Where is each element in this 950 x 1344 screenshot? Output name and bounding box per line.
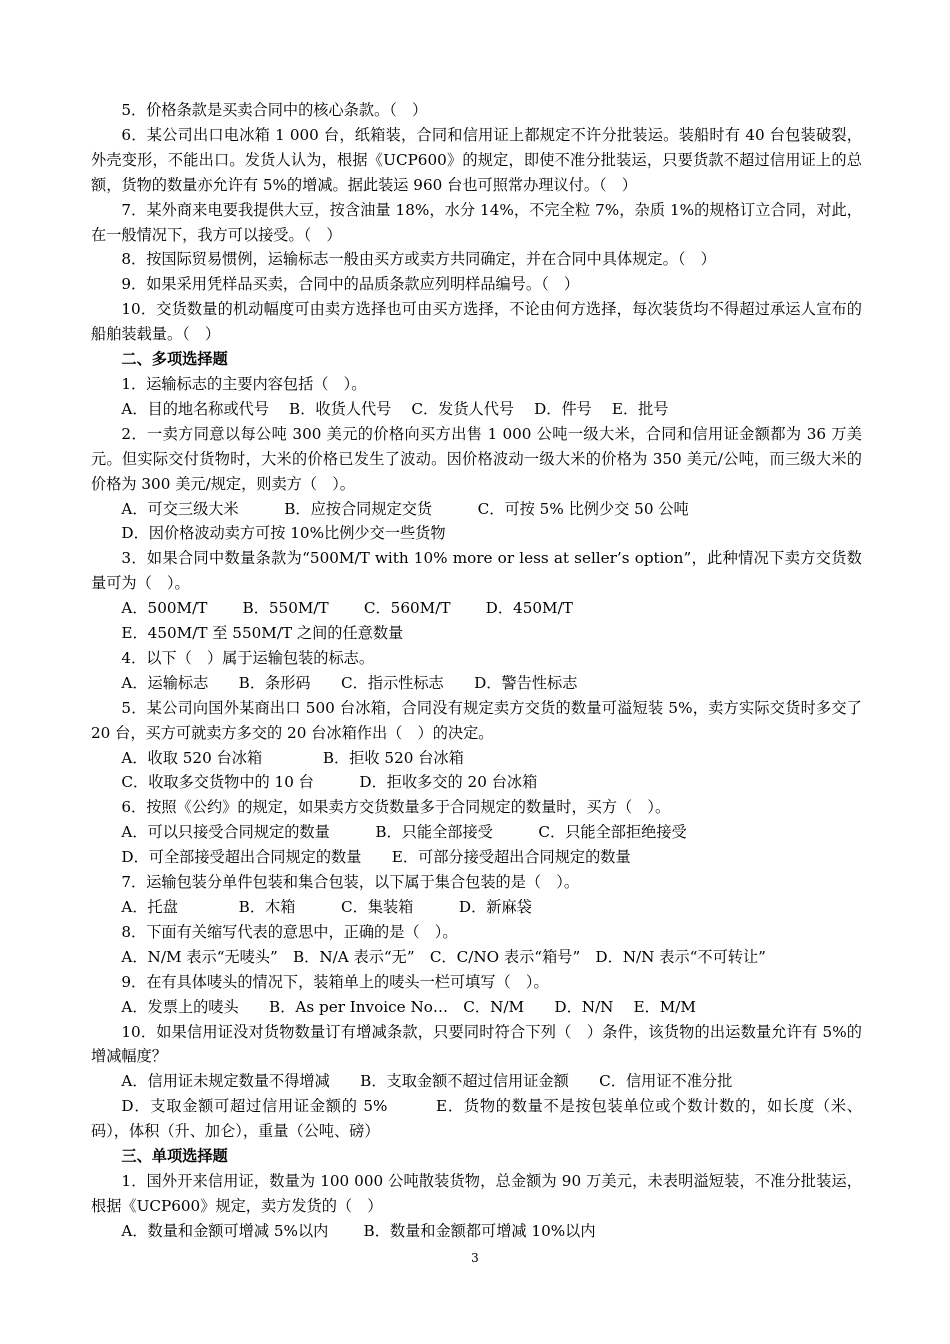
mc-q3-options-row2: E．450M/T 至 550M/T 之间的任意数量 [121, 624, 404, 643]
multiple-choice-questions [91, 372, 867, 1144]
mc-q2-options-row2: D．因价格波动卖方可按 10%比例少交一些货物 [121, 524, 446, 543]
judgment-q7: 7．某外商来电要我提供大豆，按含油量 18%，水分 14%，不完全粒 7%，杂质 1%的规格订立合同，对此，在一般情况下，我方可以接受。（ ） [91, 200, 862, 244]
mc-q2-stem: 2．一卖方同意以每公吨 300 美元的价格向买方出售 1 000 公吨一级大米，合同和信用证金额都为 36 万美元。但实际交付货物时，大米的价格已发生了波动。因价格波动一级大米的价格为 350 美元/公吨，而三级大米的价格为 300 美元/规定，则卖方（ ）。 [91, 424, 862, 493]
mc-q6-options-row1: A．可以只接受合同规定的数量 B．只能全部接受 C．只能全部拒绝接受 [121, 823, 687, 842]
mc-q10-stem: 10．如果信用证没对货物数量订有增减条款，只要同时符合下列（ ）条件，该货物的出运数量允许有 5%的增减幅度？ [91, 1022, 862, 1066]
sc-q1-stem: 1．国外开来信用证，数量为 100 000 公吨散装货物，总金额为 90 万美元，未表明溢短装，不准分批装运，根据《UCP600》规定，卖方发货的（ ） [91, 1171, 862, 1215]
mc-q10-options-row2: D．支取金额可超过信用证金额的 5% E．货物的数量不是按包装单位或个数计数的，如长度（米、码），体积（升、加仑），重量（公吨、磅） [91, 1097, 862, 1141]
mc-q2-options-row1: A．可交三级大米 B．应按合同规定交货 C．可按 5% 比例少交 50 公吨 [121, 499, 689, 518]
judgment-q10: 10．交货数量的机动幅度可由卖方选择也可由买方选择，不论由何方选择，每次装货均不得超过承运人宣布的船舶装载量。（ ） [91, 300, 862, 344]
mc-q10-options-row1: A．信用证未规定数量不得增减 B．支取金额不超过信用证金额 C．信用证不准分批 [121, 1072, 733, 1091]
mc-q5-stem: 5．某公司向国外某商出口 500 台冰箱，合同没有规定卖方交货的数量可溢短装 5%，卖方实际交货时多交了 20 台，买方可就卖方多交的 20 台冰箱作出（ ）的决定。 [91, 698, 867, 742]
mc-q7-stem: 7．运输包装分单件包装和集合包装，以下属于集合包装的是（ ）。 [121, 873, 580, 892]
mc-q4-options: A．运输标志 B．条形码 C．指示性标志 D．警告性标志 [121, 673, 578, 692]
sc-q1-options: A．数量和金额可增减 5%以内 B．数量和金额都可增减 10%以内 [121, 1221, 596, 1240]
mc-q4-stem: 4．以下（ ）属于运输包装的标志。 [121, 648, 375, 667]
mc-q5-options-row2: C．收取多交货物中的 10 台 D．拒收多交的 20 台冰箱 [121, 773, 538, 792]
mc-q1-options: A．目的地名称或代号 B．收货人代号 C．发货人代号 D．件号 E．批号 [121, 399, 669, 418]
judgment-q5: 5．价格条款是买卖合同中的核心条款。（ ） [121, 101, 428, 119]
mc-q9-options: A．发票上的唛头 B．As per Invoice No… C．N/M D．N/N E．M/M [121, 997, 696, 1016]
page-number: 3 [471, 1251, 479, 1265]
mc-q8-stem: 8．下面有关缩写代表的意思中，正确的是（ ）。 [121, 922, 458, 941]
mc-q6-options-row2: D．可全部接受超出合同规定的数量 E．可部分接受超出合同规定的数量 [121, 848, 631, 867]
mc-q1-stem: 1．运输标志的主要内容包括（ ）。 [121, 374, 367, 393]
mc-q5-options-row1: A．收取 520 台冰箱 B．拒收 520 台冰箱 [121, 748, 464, 767]
mc-q3-options-row1: A．500M/T B．550M/T C．560M/T D．450M/T [121, 599, 573, 618]
mc-q6-stem: 6．按照《公约》的规定，如果卖方交货数量多于合同规定的数量时，买方（ ）。 [121, 798, 671, 817]
section-heading-multiple-choice: 二、多项选择题 [121, 350, 228, 369]
judgment-q8: 8．按国际贸易惯例，运输标志一般由买方或卖方共同确定，并在合同中具体规定。（ ） [121, 250, 716, 269]
judgment-questions [91, 98, 862, 347]
judgment-q6: 6．某公司出口电冰箱 1 000 台，纸箱装，合同和信用证上都规定不许分批装运。装船时有 40 台包装破裂，外壳变形，不能出口。发货人认为，根据《UCP600》的规定，即使不准分批装运，只要货款不超过信用证上的总额，货物的数量亦允许有 5%的增减。据此装运 960 台也可照常办理议付。（ ） [91, 125, 862, 194]
mc-q9-stem: 9．在有具体唛头的情况下，装箱单上的唛头一栏可填写（ ）。 [121, 972, 549, 991]
section-heading-single-choice: 三、单项选择题 [121, 1147, 228, 1166]
mc-q8-options: A．N/M 表示“无唛头” B．N/A 表示“无” C．C/NO 表示“箱号” D．N/N 表示“不可转让” [121, 947, 766, 966]
judgment-q9: 9．如果采用凭样品买卖，合同中的品质条款应列明样品编号。（ ） [121, 275, 580, 294]
mc-q7-options: A．托盘 B．木箱 C．集装箱 D．新麻袋 [121, 898, 532, 916]
mc-q3-stem: 3．如果合同中数量条款为“500M/T with 10% more or less at seller’s option”，此种情况下卖方交货数量可为（ ）。 [91, 549, 862, 593]
single-choice-questions [91, 1169, 862, 1244]
